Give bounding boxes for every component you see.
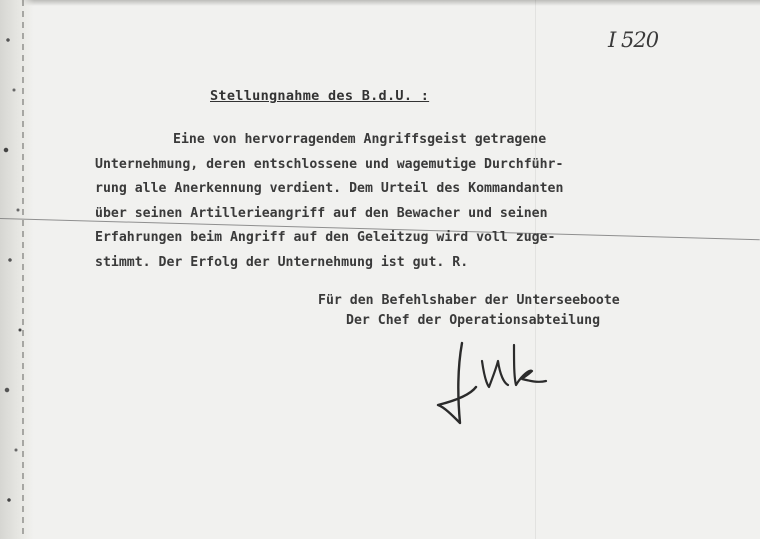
body-line: Erfahrungen beim Angriff auf den Geleitzug wird voll zuge- xyxy=(95,230,556,245)
top-edge-shadow xyxy=(0,0,760,6)
body-line: rung alle Anerkennung verdient. Dem Urteil des Kommandanten xyxy=(95,181,564,196)
signature-image xyxy=(432,335,557,430)
closing-block xyxy=(318,291,620,331)
body-line: Eine von hervorragendem Angriffsgeist getragene xyxy=(173,132,547,147)
closing-line: Für den Befehlshaber der Unterseeboote xyxy=(318,293,620,308)
perforation-line xyxy=(22,0,24,539)
document-heading: Stellungnahme des B.d.U. : xyxy=(210,88,430,104)
body-line: Unternehmung, deren entschlossene und wagemutige Durchführ- xyxy=(95,156,564,172)
binding-edge xyxy=(0,0,34,539)
body-line: über seinen Artillerieangriff auf den Bewacher und seinen xyxy=(95,205,548,221)
document-body xyxy=(95,128,655,275)
closing-line: Der Chef der Operationsabteilung xyxy=(346,313,601,328)
page-number: I 520 xyxy=(608,28,659,52)
body-line: stimmt. Der Erfolg der Unternehmung ist gut. R. xyxy=(95,254,469,270)
